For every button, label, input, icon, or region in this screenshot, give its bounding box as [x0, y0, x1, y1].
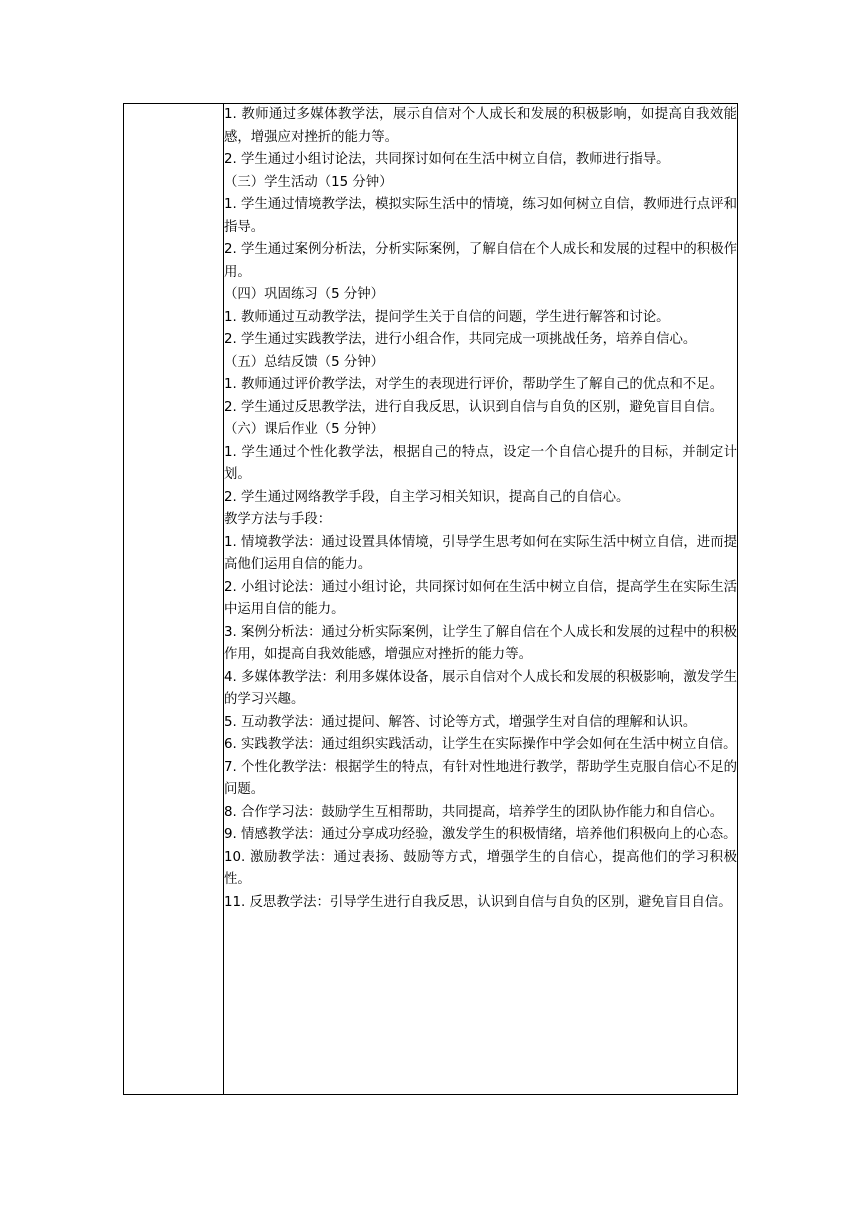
paragraph: 1. 情境教学法：通过设置具体情境，引导学生思考如何在实际生活中树立自信，进而提高他们运用自信的能力。 — [224, 534, 737, 572]
paragraph: 2. 学生通过案例分析法，分析实际案例，了解自信在个人成长和发展的过程中的积极作用。 — [224, 242, 737, 280]
paragraph: 1. 学生通过情境教学法，模拟实际生活中的情境，练习如何树立自信，教师进行点评和指导。 — [224, 197, 737, 235]
table-row — [124, 104, 738, 1095]
paragraph: 1. 教师通过评价教学法，对学生的表现进行评价，帮助学生了解自己的优点和不足。 — [224, 377, 724, 392]
paragraph: 1. 教师通过多媒体教学法，展示自信对个人成长和发展的积极影响，如提高自我效能感，增强应对挫折的能力等。 — [224, 107, 737, 145]
label-cell — [124, 104, 224, 1095]
paragraph: 2. 学生通过实践教学法，进行小组合作，共同完成一项挑战任务，培养自信心。 — [224, 332, 697, 347]
lesson-plan-table — [123, 103, 738, 1095]
paragraph: 2. 小组讨论法：通过小组讨论，共同探讨如何在生活中树立自信，提高学生在实际生活中运用自信的能力。 — [224, 579, 737, 617]
paragraph: 3. 案例分析法：通过分析实际案例，让学生了解自信在个人成长和发展的过程中的积极作用，如提高自我效能感，增强应对挫折的能力等。 — [224, 624, 737, 662]
paragraph: 8. 合作学习法：鼓励学生互相帮助，共同提高，培养学生的团队协作能力和自信心。 — [224, 804, 724, 820]
paragraph: 1. 学生通过个性化教学法，根据自己的特点，设定一个自信心提升的目标，并制定计划。 — [224, 444, 737, 482]
section-heading: （五）总结反馈（5 分钟） — [224, 354, 385, 370]
paragraph: 5. 互动教学法：通过提问、解答、讨论等方式，增强学生对自信的理解和认识。 — [224, 714, 697, 730]
paragraph: 2. 学生通过反思教学法，进行自我反思，认识到自信与自负的区别，避免盲目自信。 — [224, 399, 724, 415]
section-heading: （六）课后作业（5 分钟） — [224, 422, 385, 437]
paragraph: 2. 学生通过小组讨论法，共同探讨如何在生活中树立自信，教师进行指导。 — [224, 152, 670, 167]
methods-heading: 教学方法与手段： — [224, 512, 332, 527]
paragraph: 2. 学生通过网络教学手段，自主学习相关知识，提高自己的自信心。 — [224, 489, 630, 505]
section-heading: （三）学生活动（15 分钟） — [224, 174, 393, 190]
paragraph: 11. 反思教学法：引导学生进行自我反思，认识到自信与自负的区别，避免盲目自信。 — [224, 894, 732, 910]
paragraph: 4. 多媒体教学法：利用多媒体设备，展示自信对个人成长和发展的积极影响，激发学生的学习兴趣。 — [224, 669, 737, 707]
section-heading: （四）巩固练习（5 分钟） — [224, 287, 385, 302]
paragraph: 10. 激励教学法：通过表扬、鼓励等方式，增强学生的自信心，提高他们的学习积极性。 — [224, 849, 737, 887]
paragraph: 1. 教师通过互动教学法，提问学生关于自信的问题，学生进行解答和讨论。 — [224, 309, 670, 325]
paragraph: 6. 实践教学法：通过组织实践活动，让学生在实际操作中学会如何在生活中树立自信。 — [224, 737, 737, 752]
paragraph: 7. 个性化教学法：根据学生的特点，有针对性地进行教学，帮助学生克服自信心不足的问题。 — [224, 759, 737, 797]
paragraph: 9. 情感教学法：通过分享成功经验，激发学生的积极情绪，培养他们积极向上的心态。 — [224, 827, 737, 842]
content-cell — [224, 104, 738, 1095]
